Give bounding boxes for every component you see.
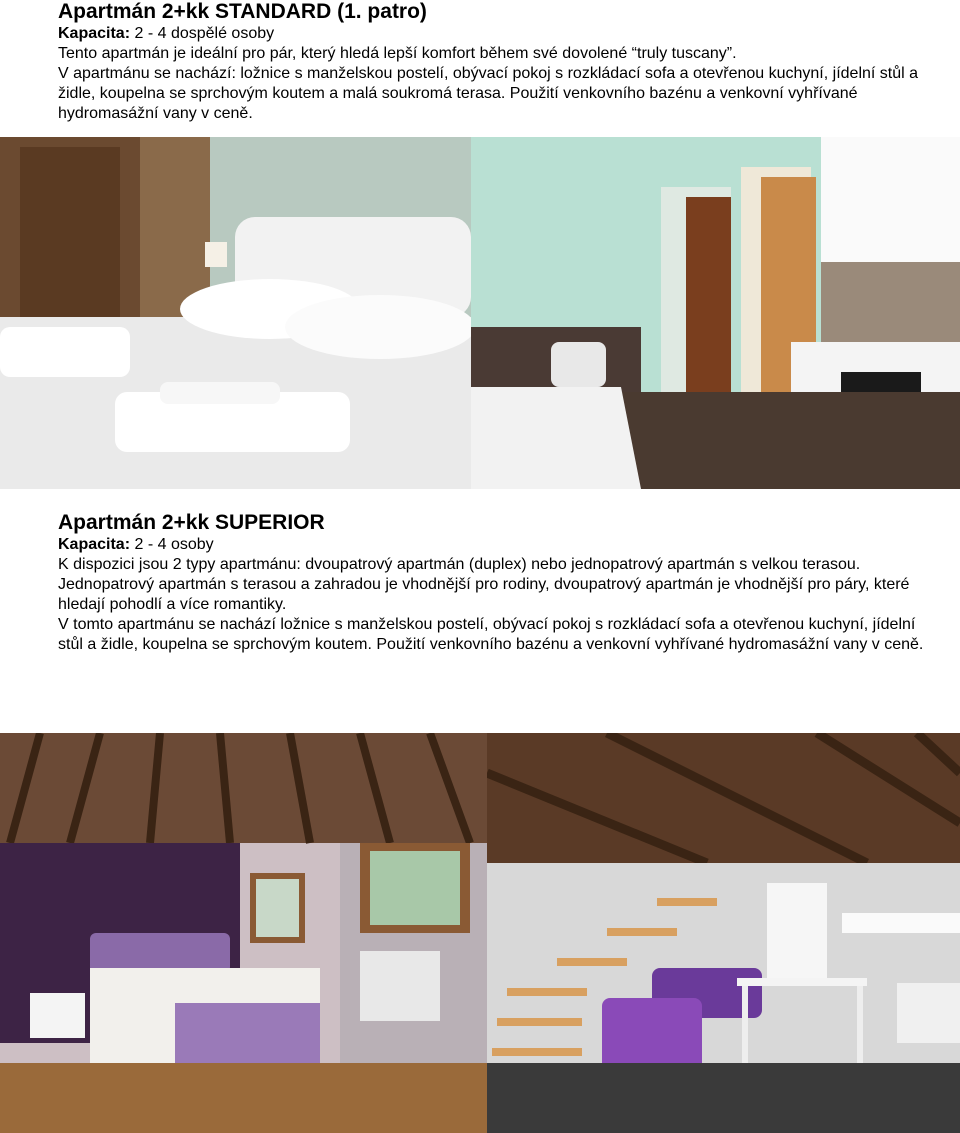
- superior-duplex-living-photo: [487, 733, 960, 1133]
- standard-description-2: V apartmánu se nachází: ložnice s manželskou postelí, obývací pokoj s rozkládací sofa a otevřenou kuchyní, jídelní stůl a židle, koupelna se sprchovým koutem a malá soukromá terasa. Použití venkovního bazénu a venkovní vyhřívané hydromasážní vany v ceně.: [58, 65, 919, 122]
- superior-capacity: [58, 535, 938, 555]
- superior-capacity-label: Kapacita:: [58, 536, 131, 553]
- standard-description-1: Tento apartmán je ideální pro pár, který hledá lepší komfort během své dovolené “truly tuscany”.: [58, 45, 737, 62]
- superior-bedroom-photo: [0, 733, 487, 1133]
- standard-capacity: [58, 24, 938, 44]
- standard-section: [58, 0, 938, 124]
- superior-description-1: K dispozici jsou 2 typy apartmánu: dvoupatrový apartmán (duplex) nebo jednopatrový apartmán s velkou terasou. Jednopatrový apartmán s terasou a zahradou je vhodnější pro rodiny, dvoupatrový apartmán je vhodnější pro páry, které hledají pohodlí a více romantiky.: [58, 556, 910, 613]
- standard-capacity-value: 2 - 4 dospělé osoby: [130, 25, 275, 42]
- standard-title: Apartmán 2+kk STANDARD (1. patro): [58, 0, 427, 23]
- superior-section: [58, 511, 938, 655]
- superior-capacity-value: 2 - 4 osoby: [130, 536, 214, 553]
- superior-title: Apartmán 2+kk SUPERIOR: [58, 511, 325, 534]
- superior-description-2: V tomto apartmánu se nachází ložnice s manželskou postelí, obývací pokoj s rozkládací sofa a otevřenou kuchyní, jídelní stůl a židle, koupelna se sprchovým koutem. Použití venkovního bazénu a venkovní vyhřívané hydromasážní vany v ceně.: [58, 616, 924, 653]
- standard-capacity-label: Kapacita:: [58, 25, 131, 42]
- standard-living-kitchen-photo: [471, 137, 960, 489]
- standard-bedroom-photo: [0, 137, 471, 489]
